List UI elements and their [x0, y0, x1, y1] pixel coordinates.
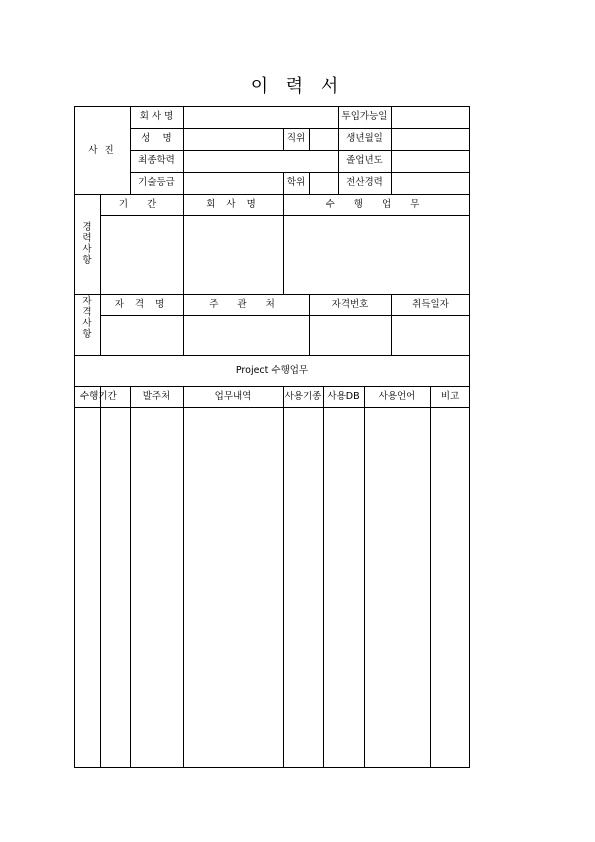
available-date-label: 투입가능일 [341, 111, 388, 122]
qualification-number-header: 자격번호 [331, 299, 369, 310]
project-machine-header: 사용기종 [284, 391, 322, 402]
qualification-date-header: 취득일자 [412, 299, 449, 310]
experience-duties-header: 수 행 업 무 [325, 199, 428, 210]
project-language-header: 사용언어 [378, 391, 416, 402]
project-remarks-header: 비고 [440, 391, 460, 402]
company-label: 회 사 명 [139, 111, 174, 122]
experience-company-header: 회 사 명 [206, 199, 260, 210]
qualification-issuer-header: 주 관 처 [209, 299, 283, 310]
degree-label: 학위 [286, 177, 306, 188]
experience-period-header: 기 간 [118, 199, 165, 210]
qualification-section-label: 자격사항 [82, 296, 92, 340]
experience-section-label: 경력사항 [82, 222, 92, 266]
project-tasks-header: 업무내역 [214, 391, 252, 402]
graduation-year-label: 졸업년도 [346, 155, 383, 166]
birth-date-label: 생년월일 [346, 133, 383, 144]
tech-grade-label: 기술등급 [138, 177, 175, 188]
photo-label: 사 진 [88, 145, 116, 156]
education-label: 최종학력 [138, 155, 175, 166]
position-label: 직위 [286, 133, 306, 144]
project-period-header: 수행기간 [80, 391, 117, 402]
name-label: 성 명 [141, 133, 172, 144]
project-section-title: Project 수행업무 [235, 365, 309, 376]
qualification-name-header: 자 격 명 [114, 299, 169, 310]
it-career-label: 전산경력 [346, 177, 383, 188]
project-client-header: 발주처 [142, 391, 171, 402]
project-db-header: 사용DB [327, 391, 360, 402]
document-title: 이 력 서 [250, 76, 345, 97]
